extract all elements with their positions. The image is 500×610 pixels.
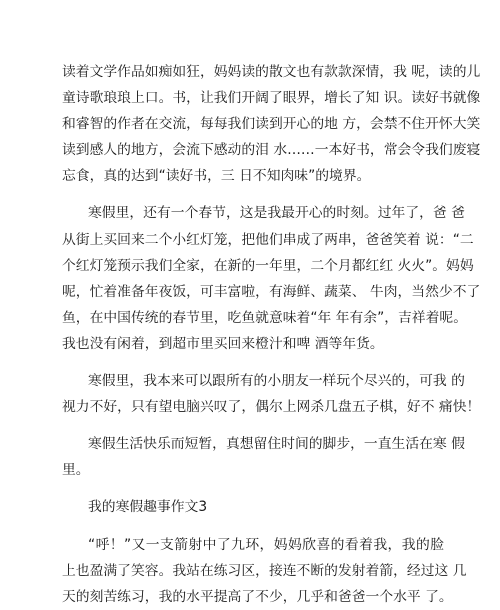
text-line: 和睿智的作者在交流，每每我们读到开心的地 方，会禁不住开怀大笑: [62, 116, 481, 133]
text-line: 寒假里，还有一个春节，这是我最开心的时刻。过年了，爸 爸: [88, 205, 465, 222]
text-line: 鱼，在中国传统的春节里，吃鱼就意味着“年 年有余”，吉祥着呢。: [62, 309, 467, 326]
text-line: 忘食，真的达到“读好书，三 日不知肉味”的境界。: [62, 168, 371, 185]
text-line: 视力不好，只有望电脑兴叹了，偶尔上网杀几盘五子棋，好不 痛快！: [62, 399, 481, 416]
document-body: [0, 59, 500, 610]
text-line: 童诗歌琅琅上口。书，让我们开阔了眼界，增长了知 识。读好书就像: [62, 90, 481, 107]
text-line: 读着文学作品如痴如狂，妈妈读的散文也有款款深情，我 呢，读的儿: [62, 64, 481, 80]
text-line: 读到感人的地方，会流下感动的泪 水……一本好书，常会令我们废寝: [62, 142, 481, 159]
text-line: 我也没有闲着，到超市里买回来橙汁和啤 酒等年货。: [62, 335, 384, 352]
text-line: 上也盈满了笑容。我站在练习区，接连不断的发射着箭，经过这 几: [62, 562, 467, 579]
text-line: 里。: [62, 462, 90, 479]
section-heading: 我的寒假趣事作文3: [88, 499, 208, 516]
text-line: 个红灯笼预示我们全家，在新的一年里，二个月都红红 火火”。妈妈: [62, 257, 474, 274]
text-line: 寒假生活快乐而短暂，真想留住时间的脚步，一直生活在寒 假: [88, 436, 465, 453]
text-line: 从街上买回来二个小红灯笼，把他们串成了两串，爸爸笑着 说：“二: [62, 231, 474, 248]
text-line: 寒假里，我本来可以跟所有的小朋友一样玩个尽兴的，可我 的: [88, 373, 465, 390]
text-line: 呢，忙着准备年夜饭，可丰富啦，有海鲜、蔬菜、 牛肉，当然少不了: [62, 283, 481, 300]
text-line: “呼！”又一支箭射中了九环，妈妈欣喜的看着我，我的脸: [88, 536, 444, 553]
text-line: 天的刻苦练习，我的水平提高了不少，几乎和爸爸一个水平 了。: [62, 588, 453, 605]
